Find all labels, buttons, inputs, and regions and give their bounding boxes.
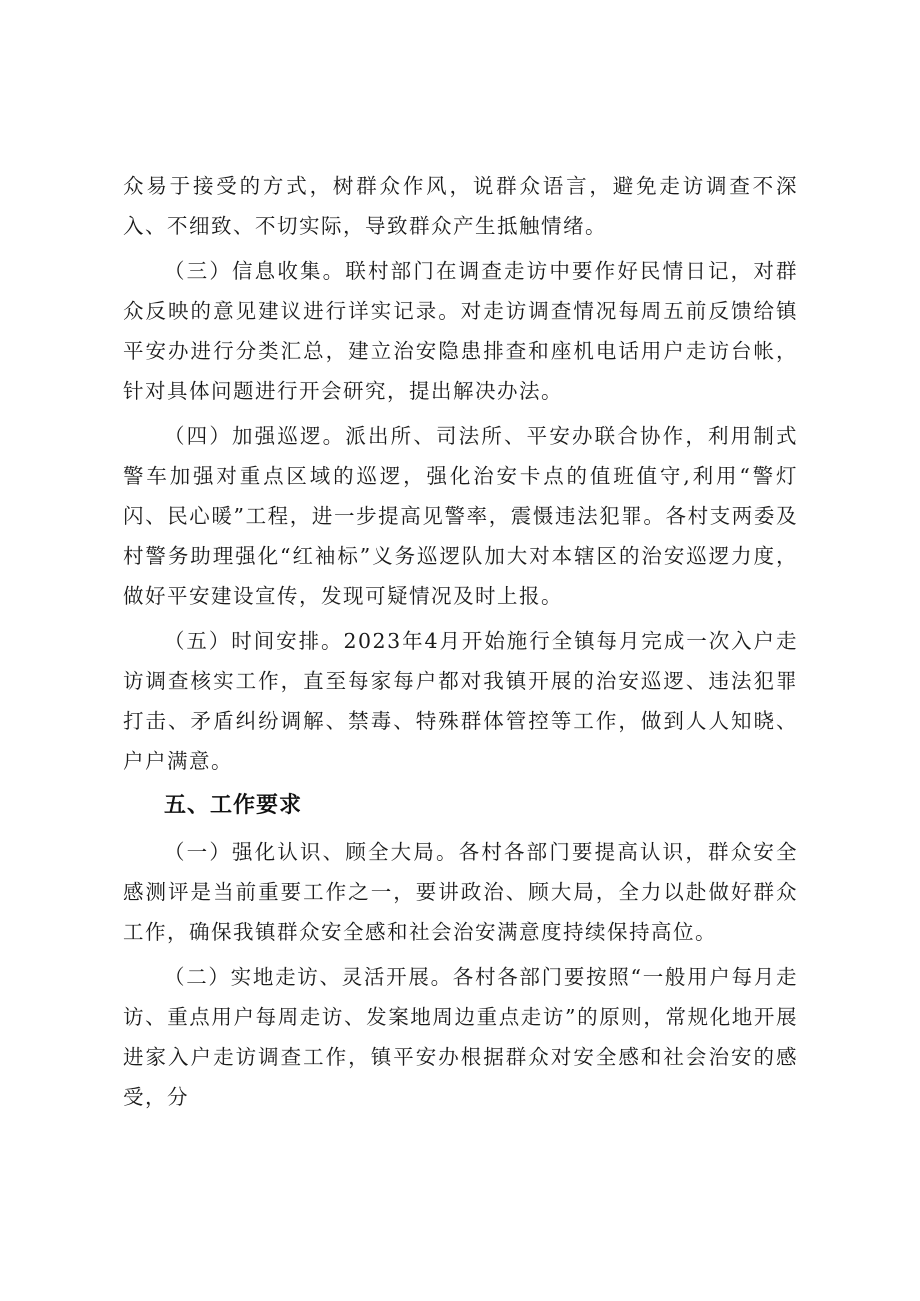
section-heading-work-requirements: 五、工作要求 (164, 793, 303, 818)
paragraph-strengthen-awareness: （一）强化认识、顾全大局。各村各部门要提高认识，群众安全感测评是当前重要工作之一，要讲政治、顾大局，全力以赴做好群众工作，确保我镇群众安全感和社会治安满意度持续保持高位。 (123, 840, 798, 944)
paragraph-strengthen-patrol: （四）加强巡逻。派出所、司法所、平安办联合协作，利用制式警车加强对重点区域的巡逻，强化治安卡点的值班值守,利用“警灯闪、民心暖”工程，进一步提高见警率，震慑违法犯罪。各村支两委及村警务助理强化“红袖标”义务巡逻队加大对本辖区的治安巡逻力度，做好平安建设宣传，发现可疑情况及时上报。 (123, 424, 798, 608)
paragraph-continuation: 众易于接受的方式，树群众作风，说群众语言，避免走访调查不深入、不细致、不切实际，导致群众产生抵触情绪。 (123, 174, 798, 238)
paragraph-field-visits: （二）实地走访、灵活开展。各村各部门要按照“一般用户每月走访、重点用户每周走访、发案地周边重点走访”的原则，常规化地开展进家入户走访调查工作，镇平安办根据群众对安全感和社会治安的感受，分 (123, 965, 798, 1109)
document-body (123, 166, 798, 1122)
paragraph-time-arrangement: （五）时间安排。2023年4月开始施行全镇每月完成一次入户走访调查核实工作，直至每家每户都对我镇开展的治安巡逻、违法犯罪打击、矛盾纠纷调解、禁毒、特殊群体管控等工作，做到人人知晓、户户满意。 (123, 629, 798, 773)
paragraph-information-collection: （三）信息收集。联村部门在调查走访中要作好民情日记，对群众反映的意见建议进行详实记录。对走访调查情况每周五前反馈给镇平安办进行分类汇总，建立治安隐患排查和座机电话用户走访台帐，针对具体问题进行开会研究，提出解决办法。 (123, 259, 798, 403)
